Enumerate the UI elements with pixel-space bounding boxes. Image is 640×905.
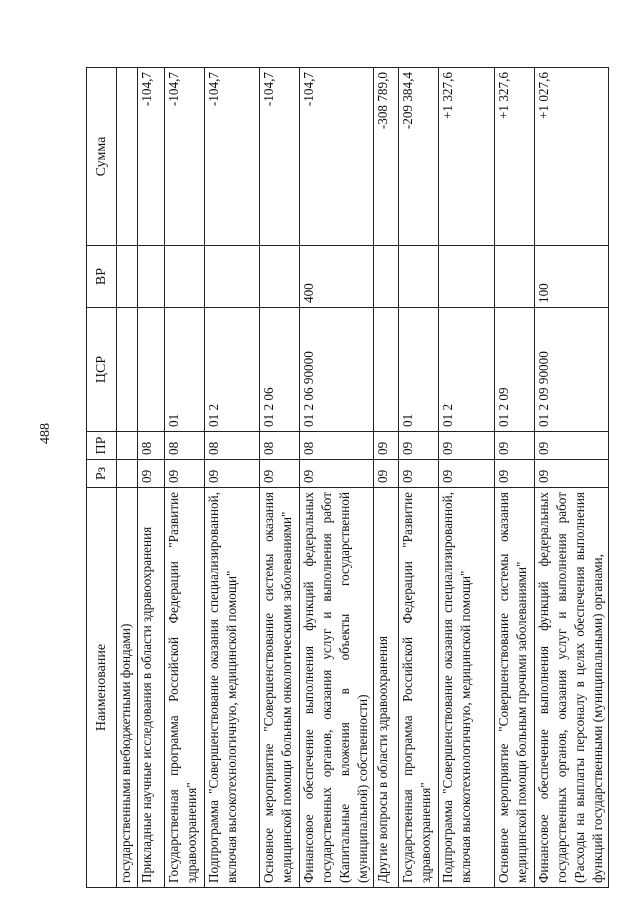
row-csr: 01 2 <box>439 308 495 432</box>
table-row <box>260 68 300 888</box>
row-sum: -104,7 <box>138 68 165 246</box>
row-rz: 09 <box>165 460 205 488</box>
row-sum: -104,7 <box>205 68 260 246</box>
row-name: Подпрограмма "Совершенствование оказания специализированной, включая высокотехнологичную, медицинской помощи" <box>205 488 260 888</box>
row-rz: 09 <box>439 460 495 488</box>
row-pr <box>117 432 138 460</box>
row-csr <box>138 308 165 432</box>
row-name: Финансовое обеспечение выполнения функций федеральных государственных органов, оказания услуг и выполнения работ (Капитальные вложения в объекты государственной (муниципальной) собственности) <box>300 488 374 888</box>
row-name: Другие вопросы в области здравоохранения <box>374 488 399 888</box>
row-vr <box>260 246 300 308</box>
table-header-row <box>87 68 117 888</box>
row-pr: 08 <box>165 432 205 460</box>
row-vr: 100 <box>535 246 609 308</box>
row-rz: 09 <box>205 460 260 488</box>
row-rz: 09 <box>535 460 609 488</box>
page-number: 488 <box>38 423 53 444</box>
table-row <box>205 68 260 888</box>
row-pr: 08 <box>205 432 260 460</box>
row-name: Подпрограмма "Совершенствование оказания специализированной, включая высокотехнологичную, медицинской помощи" <box>439 488 495 888</box>
row-csr <box>117 308 138 432</box>
row-pr: 09 <box>439 432 495 460</box>
row-sum <box>117 68 138 246</box>
row-sum: +1 327,6 <box>495 68 535 246</box>
row-sum: -104,7 <box>260 68 300 246</box>
row-name: Основное мероприятие "Совершенствование системы оказания медицинской помощи больным прочими заболеваниями" <box>495 488 535 888</box>
row-pr: 08 <box>300 432 374 460</box>
header-csr: ЦСР <box>87 308 117 432</box>
row-name: Государственная программа Российской Федерации "Развитие здравоохранения" <box>399 488 439 888</box>
row-sum: -104,7 <box>165 68 205 246</box>
row-csr: 01 2 09 <box>495 308 535 432</box>
header-name: Наименование <box>87 488 117 888</box>
row-name: Государственная программа Российской Федерации "Развитие здравоохранения" <box>165 488 205 888</box>
row-vr: 400 <box>300 246 374 308</box>
row-rz: 09 <box>374 460 399 488</box>
table-row <box>117 68 138 888</box>
table-row <box>439 68 495 888</box>
table-row <box>535 68 609 888</box>
row-pr: 09 <box>535 432 609 460</box>
row-csr: 01 2 06 90000 <box>300 308 374 432</box>
row-name: Финансовое обеспечение выполнения функций федеральных государственных органов, оказания услуг и выполнения работ (Расходы на выплаты персоналу в целях обеспечения выполнения функций государственными (муниципальными) органами, <box>535 488 609 888</box>
row-vr <box>399 246 439 308</box>
row-sum: -308 789,0 <box>374 68 399 246</box>
row-sum: -104,7 <box>300 68 374 246</box>
header-pr: ПР <box>87 432 117 460</box>
row-vr <box>495 246 535 308</box>
budget-table-container <box>86 68 618 888</box>
table-row <box>374 68 399 888</box>
row-rz: 09 <box>399 460 439 488</box>
row-rz: 09 <box>138 460 165 488</box>
row-csr: 01 <box>399 308 439 432</box>
row-csr <box>374 308 399 432</box>
row-vr <box>439 246 495 308</box>
row-pr: 08 <box>260 432 300 460</box>
row-sum: -209 384,4 <box>399 68 439 246</box>
row-vr <box>138 246 165 308</box>
row-pr: 09 <box>495 432 535 460</box>
table-row <box>399 68 439 888</box>
row-csr: 01 2 09 90000 <box>535 308 609 432</box>
row-vr <box>374 246 399 308</box>
header-sum: Сумма <box>87 68 117 246</box>
row-rz <box>117 460 138 488</box>
row-pr: 09 <box>399 432 439 460</box>
row-pr: 09 <box>374 432 399 460</box>
row-name: Прикладные научные исследования в области здравоохранения <box>138 488 165 888</box>
row-vr <box>205 246 260 308</box>
row-csr: 01 2 06 <box>260 308 300 432</box>
table-row <box>138 68 165 888</box>
row-sum: +1 027,6 <box>535 68 609 246</box>
row-vr <box>117 246 138 308</box>
row-name: Основное мероприятие "Совершенствование системы оказания медицинской помощи больным онкологическими заболеваниями" <box>260 488 300 888</box>
table-row <box>165 68 205 888</box>
table-row <box>300 68 374 888</box>
row-rz: 09 <box>260 460 300 488</box>
row-rz: 09 <box>495 460 535 488</box>
row-sum: +1 327,6 <box>439 68 495 246</box>
row-pr: 08 <box>138 432 165 460</box>
row-name: государственными внебюджетными фондами) <box>117 488 138 888</box>
row-vr <box>165 246 205 308</box>
row-csr: 01 2 <box>205 308 260 432</box>
header-rz: Рз <box>87 460 117 488</box>
table-row <box>495 68 535 888</box>
budget-table <box>86 67 609 888</box>
row-csr: 01 <box>165 308 205 432</box>
header-vr: ВР <box>87 246 117 308</box>
row-rz: 09 <box>300 460 374 488</box>
